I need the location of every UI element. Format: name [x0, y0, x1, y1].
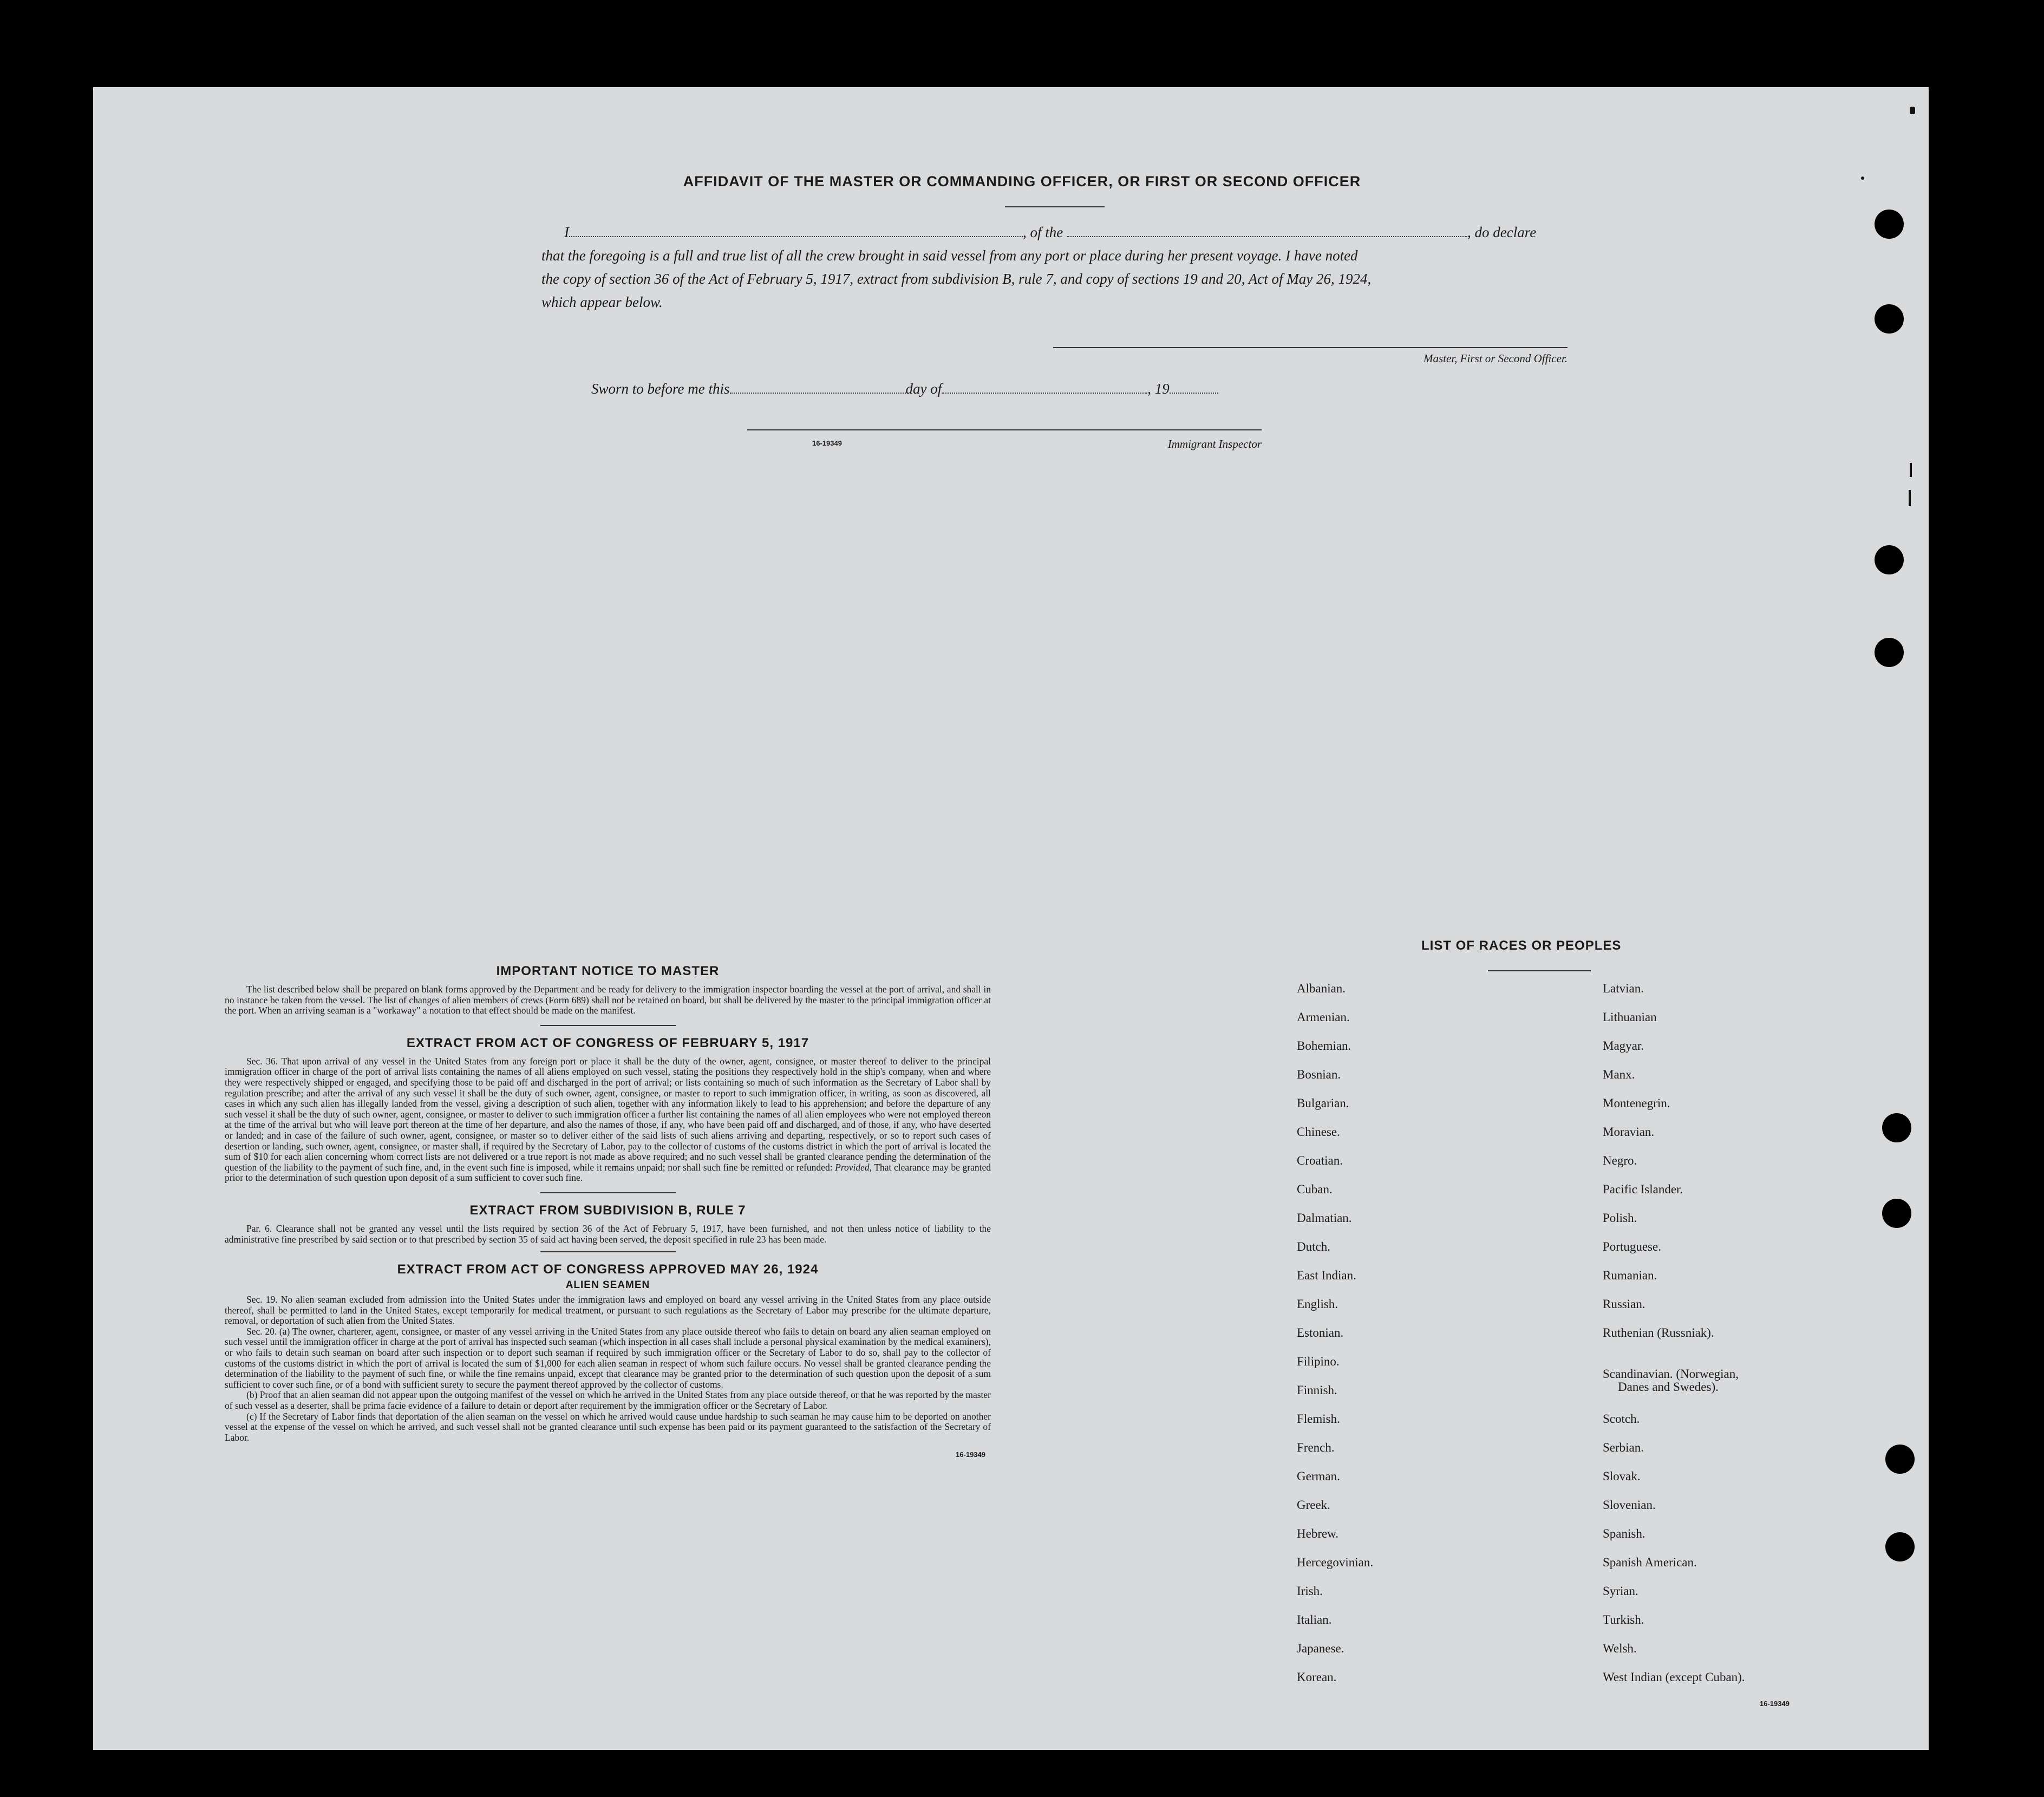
binder-hole — [1875, 545, 1904, 574]
extract-1917-title: EXTRACT FROM ACT OF CONGRESS OF FEBRUARY 5, 1917 — [406, 1035, 809, 1050]
race-item: English. — [1297, 1297, 1338, 1311]
race-item: Dutch. — [1297, 1240, 1330, 1253]
sworn-month-field[interactable] — [942, 393, 1147, 394]
sec20a-text: Sec. 20. (a) The owner, charterer, agent, consignee, or master of any vessel arriving in the United States from any place outside thereof who fails to detain on board any alien seaman employed on such vessel until the immigration officer in charge at the port of arrival has inspected such seaman (which inspection in all cases shall include a personal physical examination by the medical examiners), or who fails to detain such seaman on board after such inspection or to deport such seaman if required by such immigration officer or the Secretary of Labor to do so, shall pay to the collector of customs of the customs district in which the port of arrival is located the sum of $1,000 for each alien seaman in respect of whom such failure occurs. No vessel shall be granted clearance pending the determination of the liability to the payment of such fine, or while the fine remains unpaid, except that clearance may be granted prior to the determination of such question upon the deposit of a sum sufficient to cover such fine, or of a bond with sufficient surety to secure the payment thereof approved by the collector of customs. — [225, 1325, 991, 1390]
race-item: Korean. — [1297, 1670, 1337, 1684]
alien-seamen-subtitle: ALIEN SEAMEN — [565, 1279, 650, 1291]
binder-hole — [1875, 638, 1904, 667]
divider — [1488, 970, 1591, 971]
race-item: Armenian. — [1297, 1010, 1350, 1024]
sec20b-text: (b) Proof that an alien seaman did not appear upon the outgoing manifest of the vessel on which he arrived in the United States from any place outside thereof, or that he was reported by the master of such vessel as a deserter, shall be prima facie evidence of a failure to detain or deport after requirement by the immigration officer or the Secretary of Labor. — [225, 1389, 991, 1412]
race-item: Syrian. — [1603, 1584, 1638, 1598]
race-item: Bohemian. — [1297, 1039, 1351, 1053]
affidavit-i: I — [564, 224, 569, 240]
vessel-name-field[interactable] — [1067, 236, 1467, 237]
scan-mark — [1909, 490, 1911, 506]
extract-form-number: 16-19349 — [956, 1450, 985, 1459]
races-title: LIST OF RACES OR PEOPLES — [1421, 938, 1622, 953]
sworn-line — [591, 377, 1218, 401]
race-item: Montenegrin. — [1603, 1096, 1670, 1110]
provided-word: Provided, — [835, 1161, 872, 1173]
race-item: Italian. — [1297, 1613, 1332, 1626]
race-item: Croatian. — [1297, 1154, 1343, 1167]
race-item: German. — [1297, 1469, 1340, 1483]
notice-text: The list described below shall be prepared on blank forms approved by the Department and be ready for delivery to the immigration inspector boarding the vessel at the port of arrival, and shall in no instance be taken from the vessel. The list of changes of alien members of crews (Form 689) shall not be retained on board, but shall be delivered by the master to the principal immigration officer at the port. When an arriving seaman is a "workaway" a notation to that effect should be made on the manifest. — [225, 984, 991, 1016]
race-item: Spanish American. — [1603, 1556, 1697, 1569]
race-item: West Indian (except Cuban). — [1603, 1670, 1745, 1684]
race-item: Hebrew. — [1297, 1527, 1339, 1540]
race-item: Chinese. — [1297, 1125, 1340, 1139]
race-item: Ruthenian (Russniak). — [1603, 1326, 1714, 1339]
race-item: Bulgarian. — [1297, 1096, 1349, 1110]
master-signature-line[interactable] — [1053, 347, 1568, 348]
race-item: Lithuanian — [1603, 1010, 1657, 1024]
race-item: Spanish. — [1603, 1527, 1645, 1540]
binder-hole — [1882, 1199, 1911, 1228]
sworn-day-label: day of — [905, 381, 942, 397]
extract-1924-title: EXTRACT FROM ACT OF CONGRESS APPROVED MAY 26, 1924 — [397, 1262, 819, 1277]
affidavit-title: AFFIDAVIT OF THE MASTER OR COMMANDING OFFICER, OR FIRST OR SECOND OFFICER — [683, 173, 1361, 189]
scan-mark — [1910, 107, 1915, 114]
affidavit-line-2: that the foregoing is a full and true list of all the crew brought in said vessel from any port or place during her present voyage. I have noted — [541, 247, 1358, 264]
race-item: East Indian. — [1297, 1269, 1356, 1282]
sec19-text: Sec. 19. No alien seaman excluded from admission into the United States under the immigration laws and employed on board any vessel arriving in the United States from any place outside thereof, shall be permitted to land in the United States, except temporarily for medical treatment, or pursuant to such regulations as the Secretary of Labor may prescribe for the ultimate departure, removal, or deportation of such alien from the United States. — [225, 1294, 991, 1326]
race-item: Scandinavian. (Norwegian, — [1603, 1367, 1739, 1381]
affidavit-form-number: 16-19349 — [812, 439, 842, 447]
race-item: Scotch. — [1603, 1412, 1640, 1426]
extract-1917-text — [225, 1056, 991, 1184]
sec36-text: Sec. 36. That upon arrival of any vessel in the United States from any foreign port or place it shall be the duty of the owner, agent, consignee, or master thereof to deliver to the principal immigration officer in charge of the port of arrival lists containing the names of all aliens employed on such vessel, stating the positions they respectively hold in the ship's company, when and where they were respectively shipped or engaged, and specifying those to be paid off and discharged in the port of arrival; or lists containing so much of such information as the Secretary of Labor shall by regulation prescribe; and after the arrival of any such vessel it shall be the duty of such owner, agent, consignee, or master to report to such immigration officer, in writing, as soon as discovered, all cases in which any such alien has illegally landed from the vessel, giving a description of such alien, together with any information likely to lead to his apprehension; and before the departure of any such vessel it shall be the duty of such owner, agent, consignee, or master to deliver to such immigration officer a further list containing the names of all alien employees who were not employed thereon at the time of the arrival but who will leave port thereon at the time of her departure, and also the names of those, if any, who have been paid off and discharged, and of those, if any, who have deserted or landed; and in case of the failure of such owner, agent, consignee, or master so to deliver either of the said lists of such aliens arriving and departing, respectively, or so to report such cases of desertion or landing, such owner, agent, consignee, or master shall, if required by the Secretary of Labor, pay to the collector of customs of the customs district in which the port of arrival is located the sum of $10 for each alien concerning whom correct lists are not delivered or a true report is not made as above required; and no such vessel shall be granted clearance pending the determination of the question of the liability to the payment of such fine, and, in the event such fine is imposed, while it remains unpaid; nor shall such fine be remitted or refunded: — [225, 1055, 991, 1173]
race-item: Dalmatian. — [1297, 1211, 1352, 1225]
race-item: Irish. — [1297, 1584, 1323, 1598]
race-item: Serbian. — [1603, 1441, 1644, 1454]
sworn-prefix: Sworn to before me this — [591, 381, 730, 397]
race-item: Finnish. — [1297, 1383, 1337, 1397]
race-item: Polish. — [1603, 1211, 1637, 1225]
race-item: Russian. — [1603, 1297, 1645, 1311]
race-item: Pacific Islander. — [1603, 1182, 1683, 1196]
race-item: Estonian. — [1297, 1326, 1344, 1339]
race-item-continued: Danes and Swedes). — [1618, 1380, 1719, 1394]
inspector-caption: Immigrant Inspector — [1167, 437, 1262, 450]
race-item: Moravian. — [1603, 1125, 1655, 1139]
binder-hole — [1882, 1113, 1911, 1142]
notice-title: IMPORTANT NOTICE TO MASTER — [496, 964, 720, 978]
race-item: Magyar. — [1603, 1039, 1644, 1053]
divider — [540, 1251, 676, 1252]
binder-hole — [1885, 1532, 1915, 1561]
sec20c-text: (c) If the Secretary of Labor finds that deportation of the alien seaman on the vessel on which he arrived would cause undue hardship to such seaman he may cause him to be deported on another vessel at the expense of the vessel on which he arrived, and such vessel shall not be granted clearance until such expense has been paid or its payment guaranteed to the satisfaction of the Secretary of Labor. — [225, 1410, 991, 1443]
affidavit-line-4: which appear below. — [541, 294, 663, 310]
subdivision-text: Par. 6. Clearance shall not be granted any vessel until the lists required by section 36 of the Act of February 5, 1917, have been furnished, and not then unless notice of liability to the administrative fine prescribed by said section or to that prescribed by section 35 of said act having been served, the deposit specified in rule 23 has been made. — [225, 1223, 991, 1245]
race-item: Rumanian. — [1603, 1269, 1657, 1282]
race-item: Cuban. — [1297, 1182, 1333, 1196]
affidavit-line-1 — [541, 221, 1568, 244]
affidavit-declare: , do declare — [1467, 224, 1537, 240]
notice-column — [225, 964, 991, 1459]
race-item: Turkish. — [1603, 1613, 1644, 1626]
race-item: Slovenian. — [1603, 1498, 1656, 1512]
race-item: Bosnian. — [1297, 1068, 1341, 1081]
race-item: Hercegovinian. — [1297, 1556, 1374, 1569]
sec36-proviso: That clearance may be granted prior to the determination of such question upon deposit of a sum sufficient to cover such fine. — [225, 1161, 991, 1184]
race-item: Slovak. — [1603, 1469, 1641, 1483]
subdivision-title: EXTRACT FROM SUBDIVISION B, RULE 7 — [469, 1203, 746, 1218]
scan-mark — [1910, 463, 1912, 477]
affidavit-line-3: the copy of section 36 of the Act of February 5, 1917, extract from subdivision B, rule 7, and copy of sections 19 and 20, Act of May 26, 1924, — [541, 271, 1372, 287]
race-item: Manx. — [1603, 1068, 1635, 1081]
scan-mark — [1861, 177, 1864, 180]
divider — [540, 1192, 676, 1193]
race-item: Welsh. — [1603, 1642, 1637, 1655]
divider — [1005, 206, 1105, 207]
race-item: Japanese. — [1297, 1642, 1344, 1655]
sworn-day-field[interactable] — [730, 393, 906, 394]
race-item: Albanian. — [1297, 982, 1346, 995]
signature-caption: Master, First or Second Officer. — [1423, 352, 1568, 365]
binder-hole — [1875, 304, 1904, 334]
sworn-year-field[interactable] — [1170, 393, 1218, 394]
races-form-number: 16-19349 — [1760, 1700, 1790, 1708]
race-item: Negro. — [1603, 1154, 1637, 1167]
divider — [540, 1025, 676, 1026]
inspector-signature-line[interactable] — [747, 429, 1262, 430]
race-item: Filipino. — [1297, 1355, 1340, 1368]
race-item: Flemish. — [1297, 1412, 1340, 1426]
master-name-field[interactable] — [569, 236, 1023, 237]
affidavit-of-the: , of the — [1023, 224, 1063, 240]
binder-hole — [1885, 1445, 1915, 1474]
race-item: Portuguese. — [1603, 1240, 1661, 1253]
binder-hole — [1875, 210, 1904, 239]
race-item: French. — [1297, 1441, 1335, 1454]
race-item: Latvian. — [1603, 982, 1644, 995]
race-item: Greek. — [1297, 1498, 1330, 1512]
sworn-year-label: , 19 — [1147, 381, 1170, 397]
